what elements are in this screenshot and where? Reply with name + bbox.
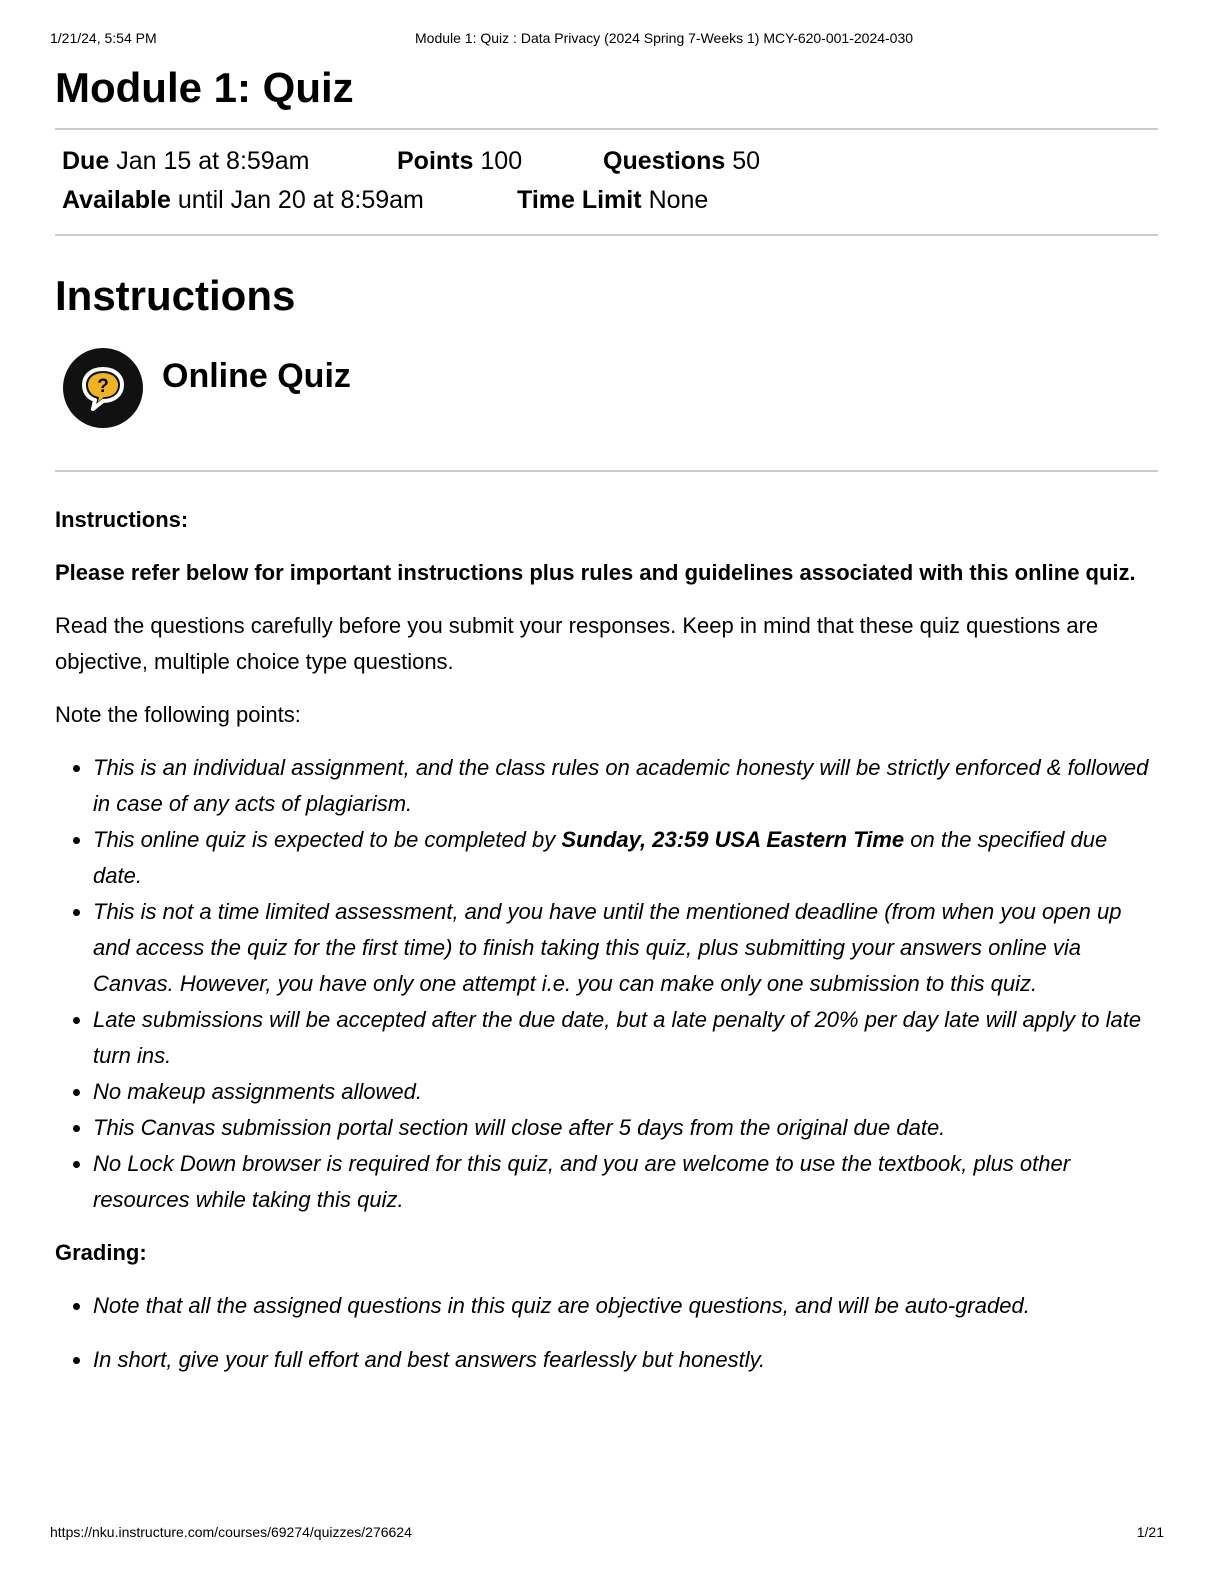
list-item: • In short, give your full effort and best answers fearlessly but honestly. (93, 1342, 1158, 1378)
list-item: • Late submissions will be accepted after the due date, but a late penalty of 20% per day late will apply to late turn ins. (93, 1002, 1158, 1074)
page-title: Module 1: Quiz (55, 64, 354, 111)
note-label: Note the following points: (55, 702, 301, 727)
svg-text:?: ? (97, 376, 109, 397)
available-until (62, 186, 424, 215)
due-value: Jan 15 at 8:59am (116, 147, 310, 175)
instructions-body (55, 502, 1158, 1378)
instructions-paragraph: Read the questions carefully before you submit your responses. Keep in mind that these quiz questions are objective, multiple choice type questions. (55, 613, 1099, 674)
grading-list (55, 1288, 1158, 1378)
list-item: • No makeup assignments allowed. (93, 1074, 1158, 1110)
banner-title: Online Quiz (162, 357, 351, 395)
print-page-title: Module 1: Quiz : Data Privacy (2024 Spring 7-Weeks 1) MCY-620-001-2024-030 (415, 30, 914, 46)
questions-label: Questions (603, 147, 726, 175)
questions (603, 147, 760, 176)
print-timestamp: 1/21/24, 5:54 PM (50, 30, 157, 46)
time-limit-value: None (648, 186, 709, 214)
time-limit (517, 186, 708, 215)
points-label: Points (397, 147, 474, 175)
divider (55, 234, 1158, 236)
instructions-intro: Please refer below for important instructions plus rules and guidelines associated with this online quiz. (55, 560, 1136, 585)
due-label: Due (62, 147, 110, 175)
print-url: https://nku.instructure.com/courses/69274/quizzes/276624 (50, 1524, 412, 1540)
question-bubble-icon (63, 348, 143, 428)
points-value: 100 (480, 147, 523, 175)
list-item: • This online quiz is expected to be completed by Sunday, 23:59 USA Eastern Time on the specified due date. (93, 822, 1158, 894)
quiz-content (55, 60, 1158, 1396)
rules-list (55, 750, 1158, 1218)
online-quiz-banner (55, 340, 1158, 470)
time-limit-label: Time Limit (517, 186, 642, 214)
list-item: • No Lock Down browser is required for this quiz, and you are welcome to use the textbook, plus other resources while taking this quiz. (93, 1146, 1158, 1218)
divider (55, 470, 1158, 472)
print-footer (50, 1524, 1164, 1542)
list-item: • This is not a time limited assessment, and you have until the mentioned deadline (from when you open up and access the quiz for the first time) to finish taking this quiz, plus submitting your answers online via Canvas. However, you have only one attempt i.e. you can make only one submission to this quiz. (93, 894, 1158, 1002)
due-date (62, 147, 309, 176)
available-value: until Jan 20 at 8:59am (177, 186, 424, 214)
instructions-label: Instructions: (55, 507, 189, 532)
page-number: 1/21 (1136, 1524, 1164, 1540)
questions-value: 50 (732, 147, 761, 175)
instructions-heading: Instructions (55, 272, 296, 319)
print-header (50, 30, 1174, 48)
points (397, 147, 522, 176)
list-item: • This is an individual assignment, and the class rules on academic honesty will be strictly enforced & followed in case of any acts of plagiarism. (93, 750, 1158, 822)
grading-label: Grading: (55, 1240, 147, 1265)
quiz-details (55, 130, 1158, 234)
available-label: Available (62, 186, 171, 214)
list-item: • Note that all the assigned questions in this quiz are objective questions, and will be auto-graded. (93, 1288, 1158, 1324)
list-item: • This Canvas submission portal section will close after 5 days from the original due date. (93, 1110, 1158, 1146)
